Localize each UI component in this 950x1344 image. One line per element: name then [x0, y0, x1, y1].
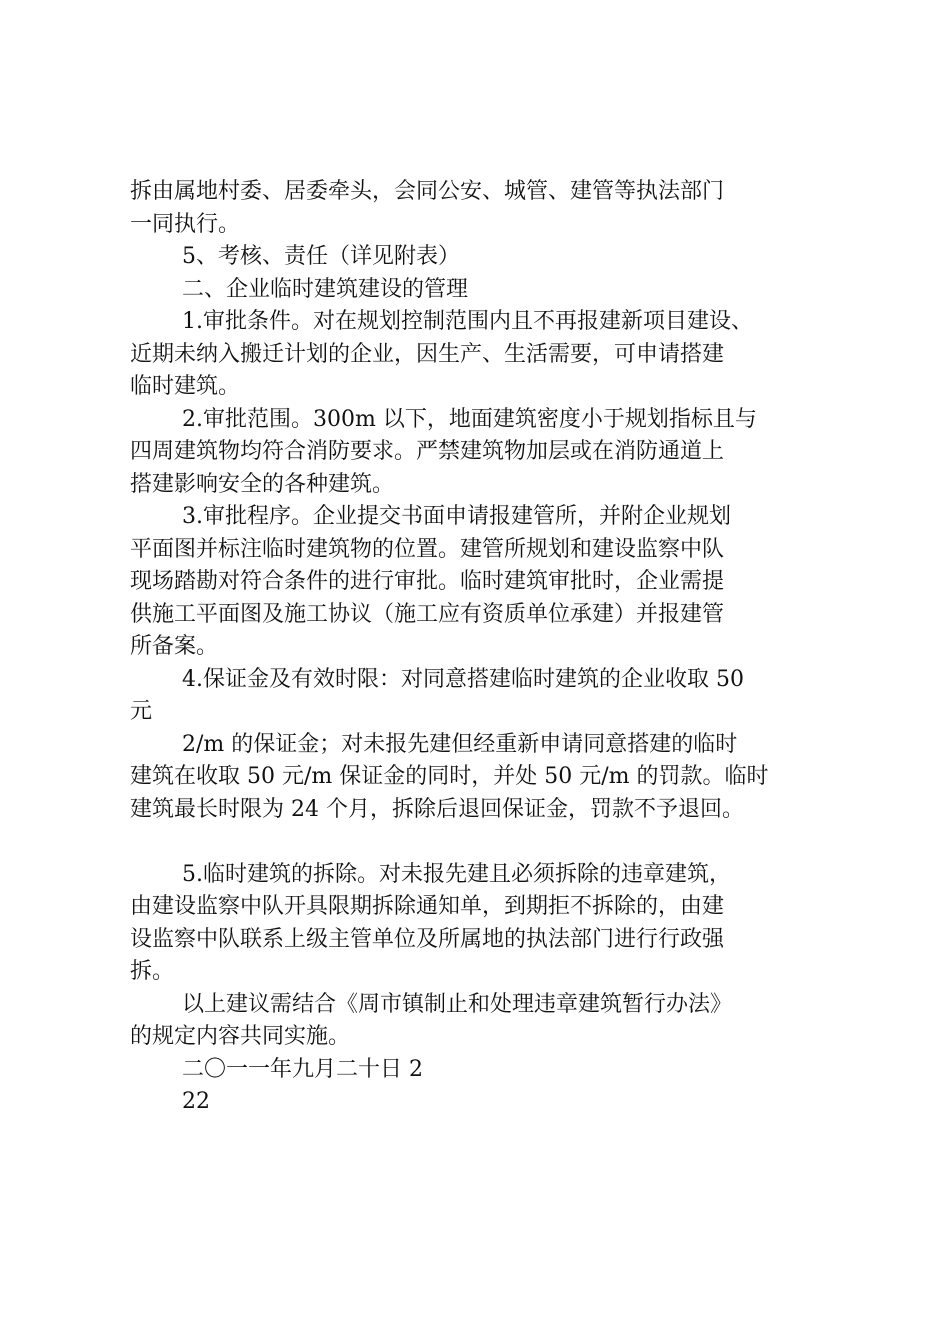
section-heading: 二、企业临时建筑建设的管理 [182, 276, 469, 302]
blank-line [130, 826, 850, 859]
paragraph-line: 现场踏勘对符合条件的进行审批。临时建筑审批时，企业需提 [130, 569, 725, 594]
paragraph-line: 建筑在收取 50 元/m 保证金的同时，并处 50 元/m 的罚款。临时 [130, 764, 769, 789]
paragraph-line: 近期未纳入搬迁计划的企业，因生产、生活需要，可申请搭建 [130, 341, 725, 367]
paragraph-line: 四周建筑物均符合消防要求。严禁建筑物加层或在消防通道上 [130, 439, 725, 464]
paragraph-line: 供施工平面图及施工协议（施工应有资质单位承建）并报建管 [130, 601, 725, 627]
paragraph-line: 拆。 [130, 959, 175, 984]
page-number: 22 [182, 1089, 210, 1114]
paragraph-line: 拆由属地村委、居委牵头，会同公安、城管、建管等执法部门 [130, 179, 725, 204]
document-date: 二〇一一年九月二十日 2 [182, 1056, 423, 1082]
paragraph-line: 平面图并标注临时建筑物的位置。建管所规划和建设监察中队 [130, 536, 725, 562]
paragraph-line: 以上建议需结合《周市镇制止和处理违章建筑暂行办法》 [182, 991, 733, 1017]
paragraph-line: 4.保证金及有效时限：对同意搭建临时建筑的企业收取 50 [182, 666, 744, 692]
paragraph-line: 所备案。 [130, 634, 219, 659]
paragraph-line: 3.审批程序。企业提交书面申请报建管所，并附企业规划 [182, 504, 731, 529]
paragraph-line: 搭建影响安全的各种建筑。 [130, 471, 395, 497]
paragraph-line: 2.审批范围。300m 以下，地面建筑密度小于规划指标且与 [182, 406, 757, 432]
paragraph-line: 元 [130, 699, 153, 724]
paragraph-line: 临时建筑。 [130, 374, 241, 399]
document-body [130, 176, 850, 1119]
paragraph-line: 建筑最长时限为 24 个月，拆除后退回保证金，罚款不予退回。 [130, 796, 744, 822]
paragraph-line: 5.临时建筑的拆除。对未报先建且必须拆除的违章建筑， [182, 861, 731, 887]
paragraph-line: 由建设监察中队开具限期拆除通知单，到期拒不拆除的，由建 [130, 894, 725, 919]
paragraph-line: 设监察中队联系上级主管单位及所属地的执法部门进行行政强 [130, 926, 725, 952]
paragraph-line: 一同执行。 [130, 211, 241, 237]
paragraph-line: 1.审批条件。对在规划控制范围内且不再报建新项目建设、 [182, 309, 753, 334]
paragraph-line: 2/m 的保证金；对未报先建但经重新申请同意搭建的临时 [182, 731, 738, 757]
section-heading: 5、考核、责任（详见附表） [182, 244, 460, 269]
paragraph-line: 的规定内容共同实施。 [130, 1024, 351, 1049]
